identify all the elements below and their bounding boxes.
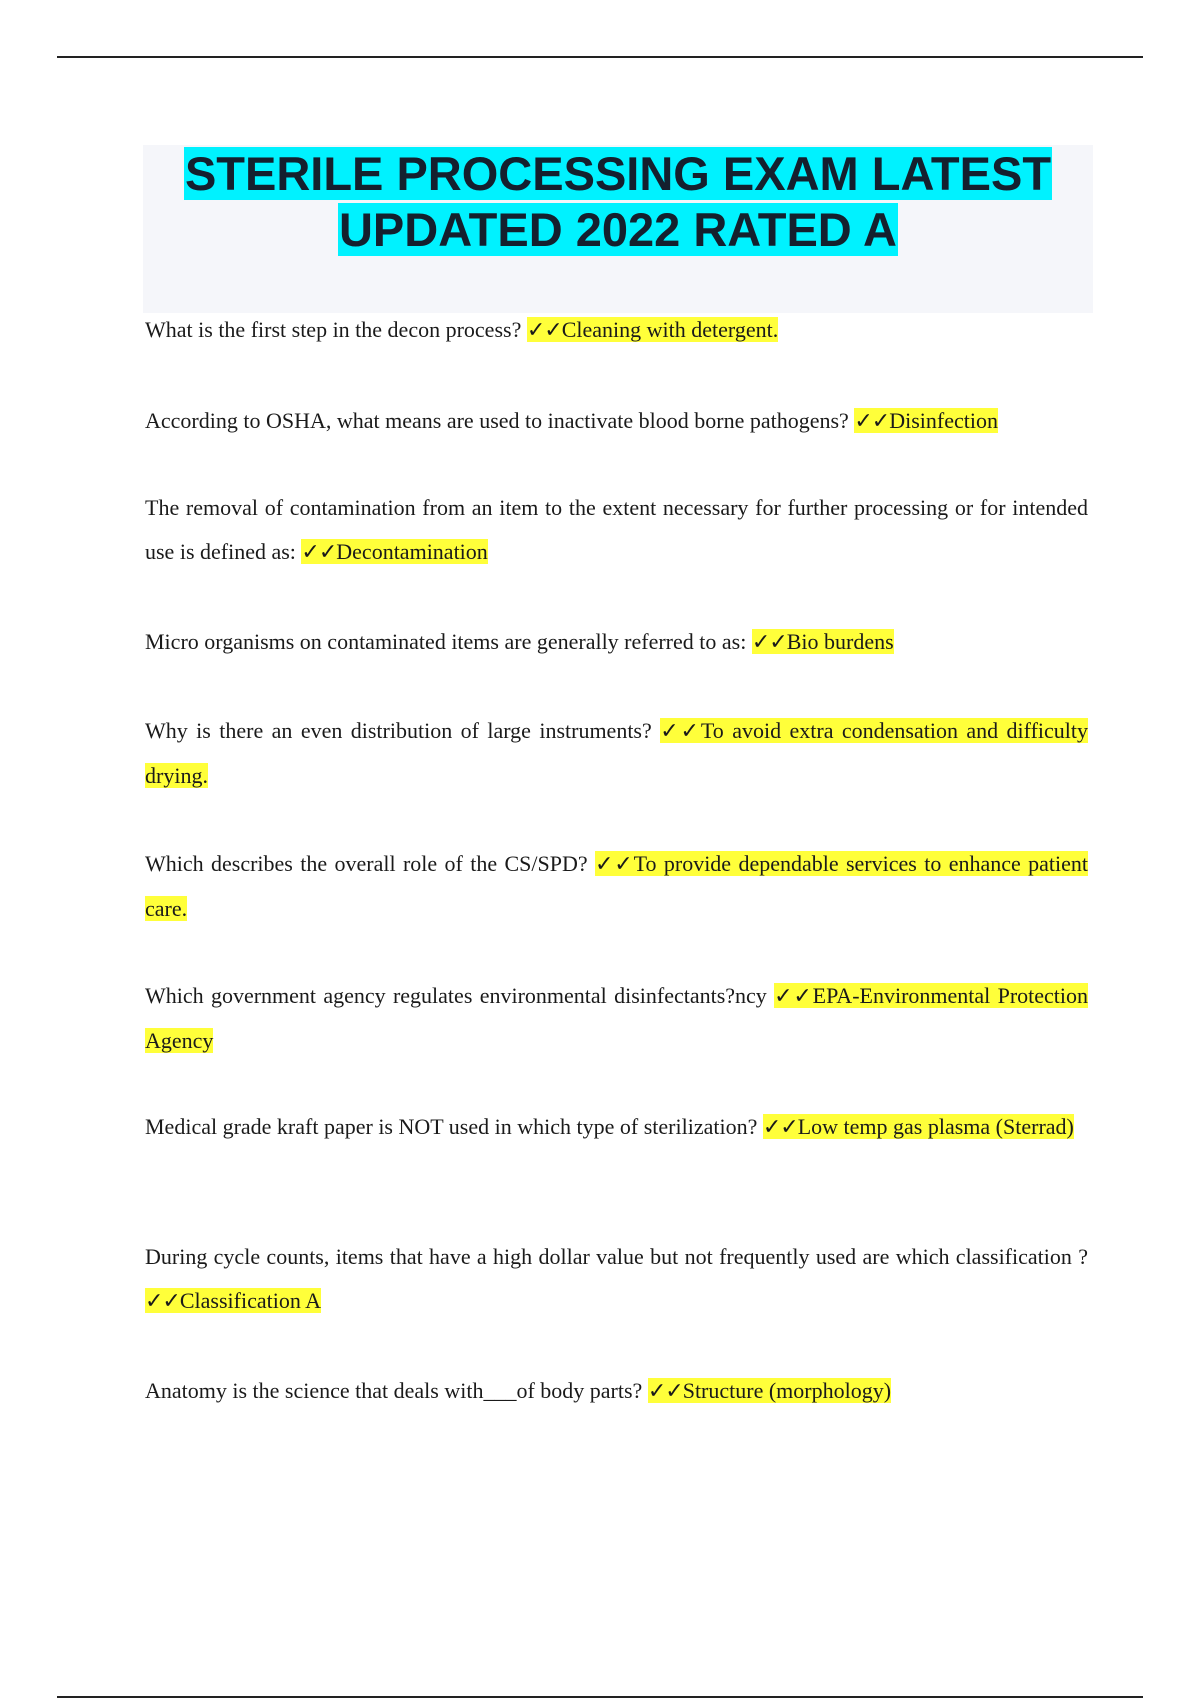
bottom-divider xyxy=(57,1696,1143,1698)
answer-check-marks: ✓✓ xyxy=(854,409,890,434)
question-text: During cycle counts, items that have a high dollar value but not frequently used are which classification ? xyxy=(145,1244,1088,1269)
question-text: Which government agency regulates environmental disinfectants?ncy xyxy=(145,983,767,1008)
answer-highlight xyxy=(145,1288,321,1313)
qa-item xyxy=(145,1105,1088,1150)
answer-text: Decontamination xyxy=(336,539,488,564)
question-text: Which describes the overall role of the CS/SPD? xyxy=(145,851,588,876)
answer-text: Classification A xyxy=(179,1288,322,1313)
qa-item xyxy=(145,486,1088,575)
answer-check-marks: ✓✓ xyxy=(660,719,701,744)
answer-text: To avoid extra condensation and difficulty drying. xyxy=(145,718,1089,788)
document-title xyxy=(143,146,1093,258)
answer-check-marks: ✓✓ xyxy=(301,540,337,565)
qa-item xyxy=(145,308,1088,353)
qa-item xyxy=(145,842,1088,931)
qa-item xyxy=(145,620,1088,665)
answer-highlight xyxy=(527,317,778,342)
question-text: Why is there an even distribution of large instruments? xyxy=(145,718,652,743)
answer-text: EPA-Environmental Protection Agency xyxy=(145,983,1089,1053)
question-text: The removal of contamination from an item to the extent necessary for further processing or for intended use is defined as: xyxy=(145,495,1088,564)
answer-text: To provide dependable services to enhance patient care. xyxy=(145,851,1088,921)
answer-check-marks: ✓✓ xyxy=(526,318,562,343)
question-text: Micro organisms on contaminated items are generally referred to as: xyxy=(145,629,747,654)
qa-item xyxy=(145,709,1088,798)
question-text: Anatomy is the science that deals with___of body parts? xyxy=(145,1378,643,1403)
qa-item xyxy=(145,1369,1088,1414)
answer-text: Cleaning with detergent. xyxy=(561,317,779,342)
qa-item xyxy=(145,1235,1088,1324)
answer-check-marks: ✓✓ xyxy=(594,852,634,877)
question-text: Medical grade kraft paper is NOT used in which type of sterilization? xyxy=(145,1114,758,1139)
answer-check-marks: ✓✓ xyxy=(751,630,787,655)
answer-text: Disinfection xyxy=(889,408,998,433)
top-divider xyxy=(57,56,1143,58)
answer-text: Low temp gas plasma (Sterrad) xyxy=(797,1114,1074,1139)
answer-highlight xyxy=(854,408,998,433)
answer-highlight xyxy=(752,629,894,654)
answer-check-marks: ✓✓ xyxy=(774,984,813,1009)
qa-item xyxy=(145,399,1088,444)
answer-highlight xyxy=(648,1378,891,1403)
answer-check-marks: ✓✓ xyxy=(145,1289,180,1314)
answer-text: Structure (morphology) xyxy=(682,1378,892,1403)
answer-text: Bio burdens xyxy=(786,629,894,654)
question-text: According to OSHA, what means are used to inactivate blood borne pathogens? xyxy=(145,408,849,433)
answer-highlight xyxy=(301,539,487,564)
answer-check-marks: ✓✓ xyxy=(647,1379,683,1404)
document-title-text: STERILE PROCESSING EXAM LATEST UPDATED 2022 RATED A xyxy=(184,147,1052,256)
qa-item xyxy=(145,974,1088,1063)
answer-highlight xyxy=(763,1114,1074,1139)
answer-check-marks: ✓✓ xyxy=(762,1115,798,1140)
question-text: What is the first step in the decon process? xyxy=(145,317,522,342)
